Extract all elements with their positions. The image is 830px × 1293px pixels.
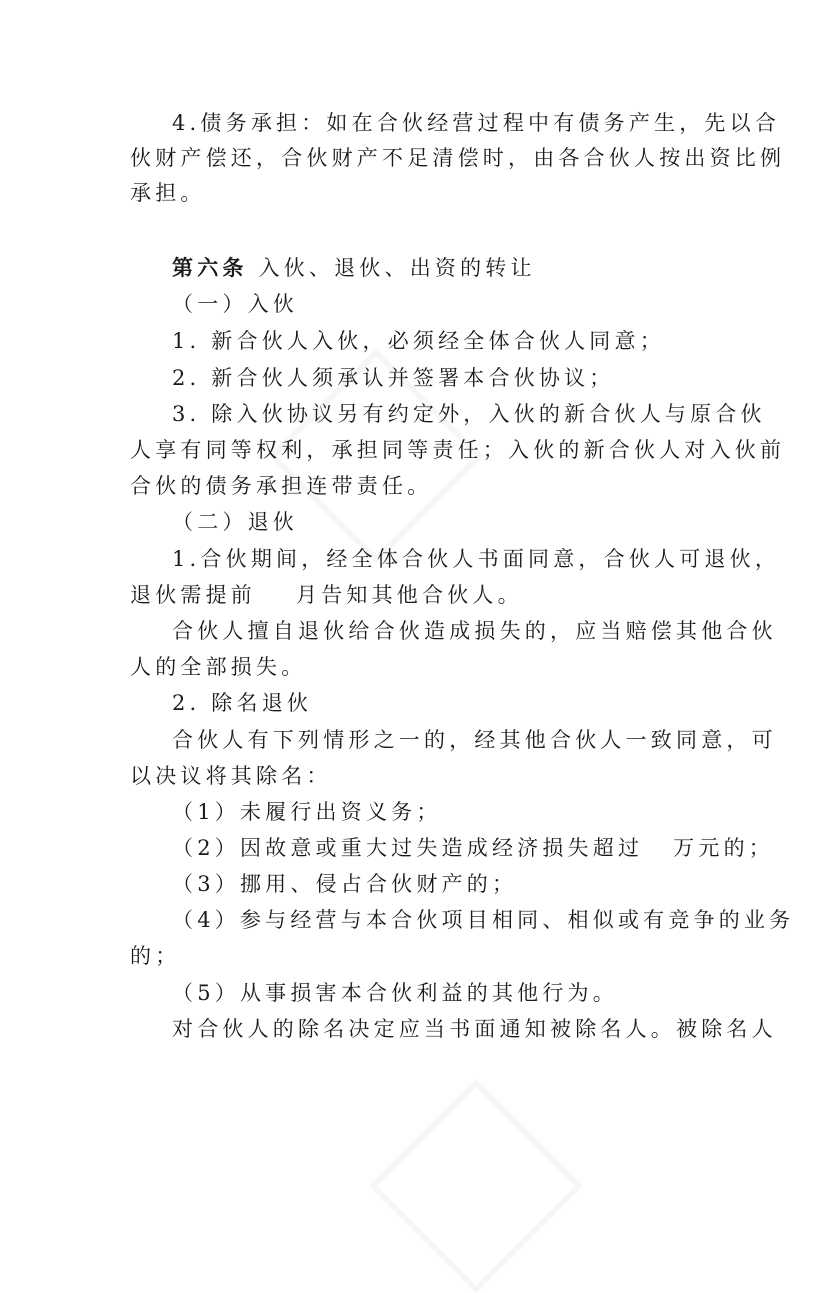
join-item-1: 1. 新合伙人入伙，必须经全体合伙人同意； — [172, 329, 665, 353]
exit-item-1-line-2 — [130, 581, 523, 609]
expulsion-item-4-line-1: （4）参与经营与本合伙项目相同、相似或有竞争的业务 — [172, 908, 795, 932]
expulsion-item-3: （3）挪用、侵占合伙财产的； — [172, 872, 518, 896]
expulsion-item-5: （5）从事损害本合伙利益的其他行为。 — [172, 981, 618, 1005]
expulsion-item-1: （1）未履行出资义务； — [172, 800, 442, 824]
join-item-3-line-1: 3. 除入伙协议另有约定外，入伙的新合伙人与原合伙 — [172, 402, 766, 426]
expulsion-item-2-prefix: （2）因故意或重大过失造成经济损失超过 — [172, 836, 644, 860]
expulsion-notice-line-1: 对合伙人的除名决定应当书面通知被除名人。被除名人 — [172, 1017, 777, 1041]
expulsion-heading: 2. 除名退伙 — [172, 691, 313, 715]
watermark-shape — [369, 1079, 584, 1293]
debt-clause-line-1: 4.债务承担：如在合伙经营过程中有债务产生，先以合 — [172, 111, 781, 135]
unauthorized-exit-line-1: 合伙人擅自退伙给合伙造成损失的，应当赔偿其他合伙 — [172, 619, 777, 643]
exit-notice-suffix: 月告知其他合伙人。 — [296, 583, 523, 607]
join-item-3-line-2: 人享有同等权利，承担同等责任；入伙的新合伙人对入伙前 — [130, 438, 786, 462]
expulsion-intro-line-2: 以决议将其除名： — [130, 764, 332, 788]
debt-clause-line-3: 承担。 — [130, 181, 206, 205]
expulsion-intro-line-1: 合伙人有下列情形之一的，经其他合伙人一致同意，可 — [172, 728, 777, 752]
article-6-heading — [172, 254, 536, 282]
join-heading: （一）入伙 — [172, 292, 298, 316]
article-6-label: 第六条 — [172, 255, 248, 280]
exit-item-1-line-1: 1.合伙期间，经全体合伙人书面同意，合伙人可退伙， — [172, 547, 781, 571]
article-6-title: 入伙、退伙、出资的转让 — [258, 256, 536, 280]
join-item-3-line-3: 合伙的债务承担连带责任。 — [130, 474, 433, 498]
exit-heading: （二）退伙 — [172, 510, 298, 534]
expulsion-item-2 — [172, 834, 774, 862]
exit-notice-prefix: 退伙需提前 — [130, 583, 256, 607]
expulsion-item-2-suffix: 万元的； — [673, 836, 774, 860]
expulsion-item-4-line-2: 的； — [130, 944, 181, 968]
unauthorized-exit-line-2: 人的全部损失。 — [130, 655, 307, 679]
debt-clause-line-2: 伙财产偿还，合伙财产不足清偿时，由各合伙人按出资比例 — [130, 146, 786, 170]
join-item-2: 2. 新合伙人须承认并签署本合伙协议； — [172, 366, 615, 390]
